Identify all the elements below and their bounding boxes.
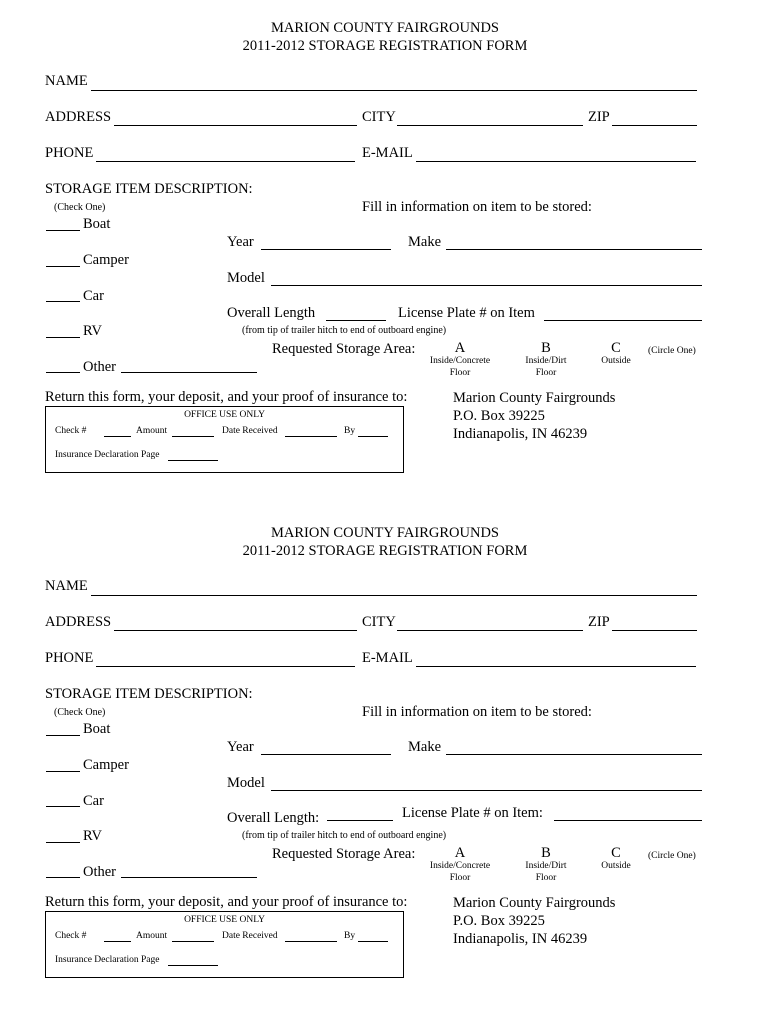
insurance-field[interactable] [168,965,218,966]
storage-area-c-desc-1: Outside [601,861,631,871]
overall-length-label: Overall Length: [227,810,320,826]
length-note: (from tip of trailer hitch to end of outboard engine) [242,830,447,841]
zip-field[interactable] [612,125,697,126]
rv-checkbox[interactable] [46,842,80,843]
check-number-field[interactable] [104,941,131,942]
storage-area-a-desc-1: Inside/Concrete [429,356,491,366]
address-line-1: Marion County Fairgrounds [453,895,616,911]
check-number-label: Check # [55,426,87,436]
storage-area-b-letter: B [541,845,551,861]
overall-length-field[interactable] [327,820,393,821]
check-one-note: (Check One) [54,202,106,213]
rv-label: RV [83,828,102,844]
storage-area-c-letter: C [611,845,621,861]
amount-field[interactable] [172,941,214,942]
requested-storage-label: Requested Storage Area: [272,341,416,357]
storage-area-a[interactable] [420,846,500,884]
storage-heading: STORAGE ITEM DESCRIPTION: [45,181,253,197]
by-field[interactable] [358,436,388,437]
storage-area-b[interactable] [508,846,584,884]
by-field[interactable] [358,941,388,942]
overall-length-field[interactable] [326,320,386,321]
rv-checkbox[interactable] [46,337,80,338]
rv-label: RV [83,323,102,339]
storage-area-a-desc-2: Floor [449,368,471,378]
storage-area-b[interactable] [508,341,584,379]
circle-one-note: (Circle One) [648,851,696,861]
amount-label: Amount [136,931,168,941]
car-checkbox[interactable] [46,806,80,807]
storage-area-a[interactable] [420,341,500,379]
address-label: ADDRESS [45,109,112,125]
storage-area-a-desc-1: Inside/Concrete [429,861,491,871]
camper-label: Camper [83,252,129,268]
registration-form-2 [0,505,770,1005]
check-number-field[interactable] [104,436,131,437]
camper-checkbox[interactable] [46,771,80,772]
amount-label: Amount [136,426,168,436]
city-label: CITY [362,614,396,630]
circle-one-note: (Circle One) [648,346,696,356]
address-label: ADDRESS [45,614,112,630]
form-title: MARION COUNTY FAIRGROUNDS [271,525,499,541]
return-instructions: Return this form, your deposit, and your proof of insurance to: [45,389,408,405]
phone-label: PHONE [45,650,94,666]
fill-in-heading: Fill in information on item to be stored: [362,704,592,720]
car-label: Car [83,793,104,809]
city-field[interactable] [397,630,583,631]
address-line-3: Indianapolis, IN 46239 [453,931,588,947]
address-field[interactable] [114,630,357,631]
amount-field[interactable] [172,436,214,437]
make-label: Make [408,739,442,755]
boat-checkbox[interactable] [46,735,80,736]
other-label: Other [83,864,117,880]
return-instructions: Return this form, your deposit, and your proof of insurance to: [45,894,408,910]
year-field[interactable] [261,249,391,250]
storage-area-c[interactable] [590,341,642,367]
phone-field[interactable] [96,161,355,162]
overall-length-label: Overall Length [227,305,316,321]
camper-label: Camper [83,757,129,773]
car-label: Car [83,288,104,304]
email-field[interactable] [416,666,696,667]
car-checkbox[interactable] [46,301,80,302]
name-label: NAME [45,73,88,89]
model-label: Model [227,270,265,286]
insurance-label: Insurance Declaration Page [55,955,160,965]
license-plate-label: License Plate # on Item [398,305,535,321]
name-label: NAME [45,578,88,594]
other-label: Other [83,359,117,375]
email-field[interactable] [416,161,696,162]
phone-label: PHONE [45,145,94,161]
other-description-field[interactable] [121,877,257,878]
fill-in-heading: Fill in information on item to be stored: [362,199,592,215]
storage-area-b-letter: B [541,340,551,356]
office-use-box [45,406,404,473]
address-field[interactable] [114,125,357,126]
license-plate-field[interactable] [544,320,702,321]
requested-storage-label: Requested Storage Area: [272,846,416,862]
storage-area-b-desc-2: Floor [535,368,557,378]
address-line-1: Marion County Fairgrounds [453,390,616,406]
zip-label: ZIP [588,109,610,125]
zip-field[interactable] [612,630,697,631]
date-received-label: Date Received [222,426,278,436]
license-plate-field[interactable] [554,820,702,821]
city-field[interactable] [397,125,583,126]
make-field[interactable] [446,249,702,250]
storage-area-b-desc-1: Inside/Dirt [525,861,567,871]
by-label: By [344,931,356,941]
other-checkbox[interactable] [46,372,80,373]
storage-area-a-letter: A [454,845,466,861]
form-subtitle: 2011-2012 STORAGE REGISTRATION FORM [242,38,528,54]
model-label: Model [227,775,265,791]
model-field[interactable] [271,790,702,791]
mailing-address [453,389,615,443]
year-field[interactable] [261,754,391,755]
address-line-2: P.O. Box 39225 [453,408,545,424]
email-label: E-MAIL [362,145,413,161]
office-use-box [45,911,404,978]
office-use-heading: OFFICE USE ONLY [184,915,265,925]
other-description-field[interactable] [121,372,257,373]
boat-label: Boat [83,216,111,232]
year-label: Year [227,739,254,755]
check-one-note: (Check One) [54,707,106,718]
name-field[interactable] [91,90,697,91]
date-received-label: Date Received [222,931,278,941]
length-note: (from tip of trailer hitch to end of outboard engine) [242,325,447,336]
boat-checkbox[interactable] [46,230,80,231]
address-line-2: P.O. Box 39225 [453,913,545,929]
address-line-3: Indianapolis, IN 46239 [453,426,588,442]
camper-checkbox[interactable] [46,266,80,267]
boat-label: Boat [83,721,111,737]
storage-area-b-desc-2: Floor [535,873,557,883]
form-title: MARION COUNTY FAIRGROUNDS [271,20,499,36]
make-label: Make [408,234,442,250]
email-label: E-MAIL [362,650,413,666]
registration-form-1 [0,0,770,500]
storage-area-c[interactable] [590,846,642,872]
model-field[interactable] [271,285,702,286]
storage-area-c-desc-1: Outside [601,356,631,366]
date-received-field[interactable] [285,436,337,437]
license-plate-label: License Plate # on Item: [402,805,543,821]
year-label: Year [227,234,254,250]
storage-area-c-letter: C [611,340,621,356]
storage-area-a-desc-2: Floor [449,873,471,883]
city-label: CITY [362,109,396,125]
storage-area-b-desc-1: Inside/Dirt [525,356,567,366]
other-checkbox[interactable] [46,877,80,878]
mailing-address [453,894,615,948]
storage-area-a-letter: A [454,340,466,356]
by-label: By [344,426,356,436]
make-field[interactable] [446,754,702,755]
name-field[interactable] [91,595,697,596]
phone-field[interactable] [96,666,355,667]
form-subtitle: 2011-2012 STORAGE REGISTRATION FORM [242,543,528,559]
date-received-field[interactable] [285,941,337,942]
storage-heading: STORAGE ITEM DESCRIPTION: [45,686,253,702]
zip-label: ZIP [588,614,610,630]
office-use-heading: OFFICE USE ONLY [184,410,265,420]
insurance-label: Insurance Declaration Page [55,450,160,460]
insurance-field[interactable] [168,460,218,461]
check-number-label: Check # [55,931,87,941]
